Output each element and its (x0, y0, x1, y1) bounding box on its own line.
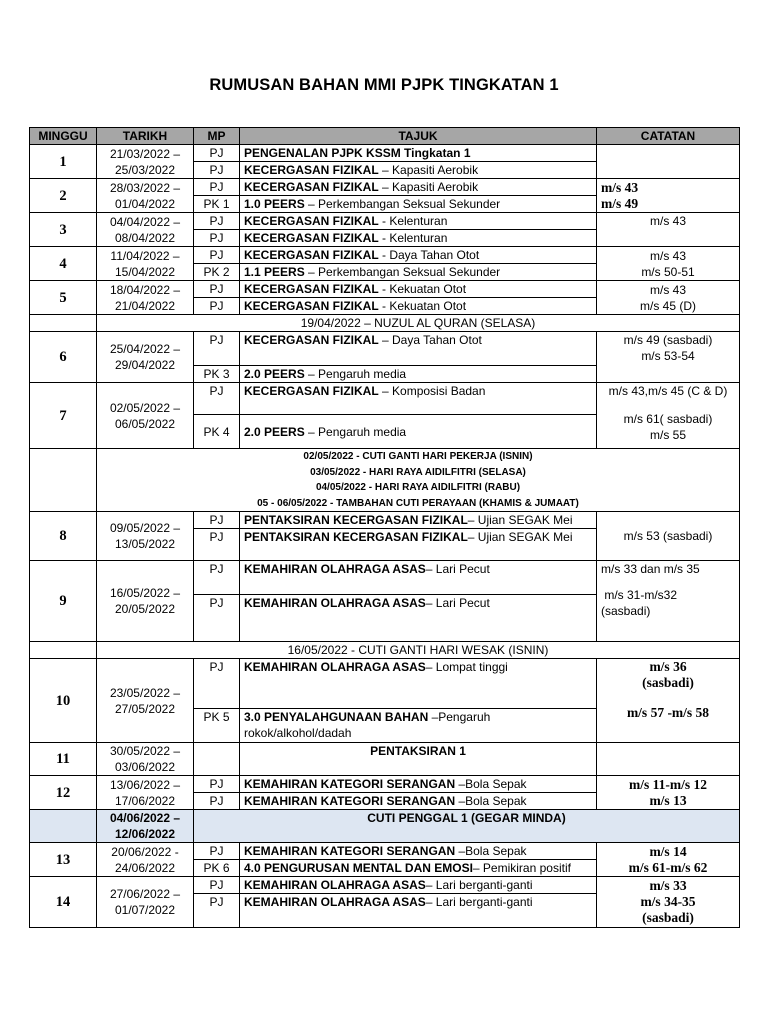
week-date: 16/05/2022 – 20/05/2022 (97, 561, 194, 642)
catatan-cell (597, 659, 740, 743)
tajuk-bold: KEMAHIRAN OLAHRAGA ASAS (244, 562, 426, 576)
week-number: 5 (30, 281, 97, 315)
table-row (30, 843, 740, 860)
week-number: 7 (30, 383, 97, 449)
holiday-line: 04/05/2022 - HARI RAYA AIDILFITRI (RABU) (315, 482, 521, 493)
tajuk-cell (240, 415, 597, 449)
mp-cell: PK 4 (194, 415, 240, 449)
tajuk-rest: - Kekuatan Otot (378, 282, 467, 296)
holiday-line: 03/05/2022 - HARI RAYA AIDILFITRI (SELASA) (310, 466, 526, 478)
mp-cell: PJ (194, 213, 240, 230)
week-number: 2 (30, 179, 97, 213)
catatan-line: m/s 11-m/s 12 (628, 776, 707, 792)
holiday-note: 16/05/2022 - CUTI GANTI HARI WESAK (ISNIN) (97, 642, 740, 659)
header-tarikh: TARIKH (97, 128, 194, 145)
tajuk-rest: – Lari berganti-ganti (425, 895, 533, 909)
week-date: 13/06/2022 – 17/06/2022 (97, 776, 194, 810)
catatan-cell (597, 743, 740, 776)
catatan-line: m/s 31-m/s32 (601, 588, 678, 602)
tajuk-cell (240, 860, 597, 877)
catatan-cell (597, 843, 740, 877)
mp-cell: PJ (194, 247, 240, 264)
tajuk-cell (240, 529, 597, 561)
tajuk-rest: –Bola Sepak (455, 794, 527, 808)
catatan-line: (sasbadi) (642, 910, 694, 925)
tajuk-bold: 1.1 PEERS (244, 265, 305, 279)
mp-cell: PJ (194, 230, 240, 247)
tajuk-bold: KECERGASAN FIZIKAL (244, 282, 379, 296)
tajuk-cell (240, 793, 597, 810)
tajuk-bold: KECERGASAN FIZIKAL (244, 248, 379, 262)
tajuk-bold: KECERGASAN FIZIKAL (244, 180, 379, 194)
tajuk-rest: – Daya Tahan Otot (378, 333, 482, 347)
tajuk-bold: PENTAKSIRAN KECERGASAN FIZIKAL (244, 530, 468, 544)
tajuk-cell (240, 659, 597, 709)
week-number: 14 (30, 877, 97, 928)
tajuk-rest: – Kapasiti Aerobik (378, 180, 479, 194)
table-row (30, 512, 740, 529)
tajuk-bold: KECERGASAN FIZIKAL (244, 214, 379, 228)
week-number: 4 (30, 247, 97, 281)
catatan-line: m/s 50-51 (641, 264, 695, 279)
mp-cell: PJ (194, 595, 240, 642)
table-row (30, 332, 740, 366)
week-number: 9 (30, 561, 97, 642)
tajuk-bold: 1.0 PEERS (244, 197, 305, 211)
week-date: 21/03/2022 – 25/03/2022 (97, 145, 194, 179)
mp-cell: PK 1 (194, 196, 240, 213)
catatan-cell (597, 281, 740, 315)
tajuk-cell (240, 843, 597, 860)
mp-cell (194, 743, 240, 776)
catatan-line: m/s 43 (601, 179, 639, 195)
catatan-cell (597, 561, 740, 642)
tajuk-rest: – Perkembangan Seksual Sekunder (304, 265, 501, 279)
tajuk-rest: - Daya Tahan Otot (378, 248, 480, 262)
header-catatan: CATATAN (597, 128, 740, 145)
week-number: 10 (30, 659, 97, 743)
catatan-line: (sasbadi) (642, 675, 694, 690)
table-row (30, 247, 740, 264)
catatan-cell: m/s 43 (597, 213, 740, 247)
table-row (30, 145, 740, 162)
tajuk-bold: KEMAHIRAN OLAHRAGA ASAS (244, 596, 426, 610)
tajuk-rest: –Pengaruh rokok/alkohol/dadah (244, 710, 491, 740)
tajuk-rest: – Lari Pecut (425, 596, 490, 610)
mp-cell: PJ (194, 561, 240, 595)
week-number: 3 (30, 213, 97, 247)
holiday-date: 04/06/2022 – 12/06/2022 (97, 810, 194, 843)
catatan-line: m/s 57 -m/s 58 (626, 705, 710, 720)
holiday-line: 05 - 06/05/2022 - TAMBAHAN CUTI PERAYAAN (KHAMIS & JUMAAT) (257, 497, 579, 509)
tajuk-rest: – Lari berganti-ganti (425, 878, 533, 892)
catatan-line: m/s 13 (649, 792, 687, 808)
catatan-line: m/s 43 (649, 282, 686, 297)
catatan-line: m/s 55 (649, 428, 686, 442)
week-date: 25/04/2022 – 29/04/2022 (97, 332, 194, 383)
table-row (30, 743, 740, 776)
table-row (30, 213, 740, 230)
mp-cell: PJ (194, 776, 240, 793)
mp-cell: PK 2 (194, 264, 240, 281)
tajuk-cell (240, 213, 597, 230)
tajuk-cell: PENTAKSIRAN 1 (240, 743, 597, 776)
mp-cell: PJ (194, 843, 240, 860)
tajuk-cell (240, 332, 597, 366)
schedule-table (29, 127, 740, 928)
tajuk-bold: KEMAHIRAN OLAHRAGA ASAS (244, 878, 426, 892)
header-row (30, 128, 740, 145)
week-date: 18/04/2022 – 21/04/2022 (97, 281, 194, 315)
tajuk-bold: 4.0 PENGURUSAN MENTAL DAN EMOSI (244, 861, 473, 875)
tajuk-bold: KEMAHIRAN OLAHRAGA ASAS (244, 895, 426, 909)
week-date: 11/04/2022 – 15/04/2022 (97, 247, 194, 281)
tajuk-cell (240, 512, 597, 529)
tajuk-bold: KEMAHIRAN OLAHRAGA ASAS (244, 660, 426, 674)
tajuk-bold: 2.0 PEERS (244, 424, 305, 439)
tajuk-bold: PENTAKSIRAN KECERGASAN FIZIKAL (244, 513, 468, 527)
tajuk-bold: 3.0 PENYALAHGUNAAN BAHAN (244, 710, 429, 724)
catatan-line: m/s 33 dan m/s 35 (601, 562, 700, 576)
catatan-line: m/s 36 (649, 659, 687, 674)
mp-cell: PK 5 (194, 709, 240, 743)
mp-cell: PJ (194, 179, 240, 196)
holiday-note: CUTI PENGGAL 1 (GEGAR MINDA) (194, 810, 740, 843)
mp-cell: PJ (194, 512, 240, 529)
week-date: 04/04/2022 – 08/04/2022 (97, 213, 194, 247)
week-date: 09/05/2022 – 13/05/2022 (97, 512, 194, 561)
tajuk-rest: – Komposisi Badan (378, 384, 486, 398)
catatan-cell (597, 383, 740, 449)
week-number: 1 (30, 145, 97, 179)
mp-cell: PJ (194, 298, 240, 315)
tajuk-rest: - Kekuatan Otot (378, 299, 467, 313)
tajuk-rest: –Bola Sepak (455, 844, 527, 858)
tajuk-cell (240, 298, 597, 315)
header-mp: MP (194, 128, 240, 145)
table-row (30, 179, 740, 196)
catatan-line: m/s 61-m/s 62 (628, 859, 708, 875)
tajuk-rest: – Perkembangan Seksual Sekunder (304, 197, 501, 211)
table-row (30, 383, 740, 415)
mp-cell: PK 6 (194, 860, 240, 877)
tajuk-cell (240, 196, 597, 213)
mp-cell: PJ (194, 332, 240, 366)
catatan-cell (597, 179, 740, 213)
tajuk-rest: – Pengaruh media (304, 424, 407, 439)
tajuk-bold: 2.0 PEERS (244, 367, 305, 381)
catatan-line: m/s 45 (D) (639, 298, 696, 313)
catatan-cell (597, 247, 740, 281)
catatan-line: m/s 14 (649, 843, 687, 859)
tajuk-bold: KECERGASAN FIZIKAL (244, 163, 379, 177)
catatan-line: m/s 34-35 (640, 894, 696, 909)
mp-cell: PJ (194, 281, 240, 298)
table-row (30, 776, 740, 793)
tajuk-cell (240, 230, 597, 247)
catatan-line: m/s 43 (649, 248, 686, 263)
catatan-line: m/s 43,m/s 45 (C & D) (608, 384, 728, 398)
document-title: RUMUSAN BAHAN MMI PJPK TINGKATAN 1 (209, 76, 559, 94)
catatan-line: m/s 33 (649, 878, 687, 893)
tajuk-bold: KECERGASAN FIZIKAL (244, 231, 379, 245)
tajuk-rest: – Lompat tinggi (425, 660, 508, 674)
catatan-line: m/s 49 (sasbadi) (623, 333, 713, 347)
mp-cell: PJ (194, 162, 240, 179)
tajuk-cell (240, 595, 597, 642)
tajuk-bold: KECERGASAN FIZIKAL (244, 384, 379, 398)
mp-cell: PJ (194, 877, 240, 894)
table-row (30, 561, 740, 595)
tajuk-rest: – Lari Pecut (425, 562, 490, 576)
tajuk-rest: – Ujian SEGAK Mei (467, 513, 573, 527)
catatan-cell (597, 332, 740, 383)
tajuk-bold: KECERGASAN FIZIKAL (244, 333, 379, 347)
holiday-row (30, 642, 740, 659)
mp-cell: PJ (194, 659, 240, 709)
header-minggu: MINGGU (30, 128, 97, 145)
tajuk-cell (240, 776, 597, 793)
week-date: 30/05/2022 – 03/06/2022 (97, 743, 194, 776)
tajuk-cell (240, 281, 597, 298)
tajuk-rest: – Kapasiti Aerobik (378, 163, 479, 177)
tajuk-rest: –Bola Sepak (455, 777, 527, 791)
week-date: 23/05/2022 – 27/05/2022 (97, 659, 194, 743)
empty-cell (30, 449, 97, 512)
week-date: 28/03/2022 – 01/04/2022 (97, 179, 194, 213)
week-number: 12 (30, 776, 97, 810)
mp-cell: PJ (194, 383, 240, 415)
header-tajuk: TAJUK (240, 128, 597, 145)
holiday-row (30, 449, 740, 512)
empty-cell (30, 315, 97, 332)
tajuk-bold: KECERGASAN FIZIKAL (244, 299, 379, 313)
catatan-line: (sasbadi) (601, 604, 651, 618)
table-row (30, 659, 740, 709)
week-number: 13 (30, 843, 97, 877)
holiday-note (97, 449, 740, 512)
empty-cell (30, 642, 97, 659)
catatan-cell: m/s 53 (sasbadi) (597, 512, 740, 561)
tajuk-rest: – Ujian SEGAK Mei (467, 530, 573, 544)
week-number: 6 (30, 332, 97, 383)
holiday-row (30, 810, 740, 843)
mp-cell: PJ (194, 894, 240, 928)
week-number: 8 (30, 512, 97, 561)
tajuk-cell (240, 709, 597, 743)
mp-cell: PJ (194, 529, 240, 561)
week-number: 11 (30, 743, 97, 776)
tajuk-cell (240, 247, 597, 264)
mp-cell: PJ (194, 793, 240, 810)
tajuk-rest: – Pengaruh media (304, 367, 407, 381)
holiday-row (30, 315, 740, 332)
table-row (30, 877, 740, 894)
tajuk-bold: KEMAHIRAN KATEGORI SERANGAN (244, 844, 456, 858)
holiday-line: 02/05/2022 - CUTI GANTI HARI PEKERJA (ISNIN) (303, 451, 533, 462)
tajuk-rest: - Kelenturan (378, 214, 448, 228)
week-date: 27/06/2022 – 01/07/2022 (97, 877, 194, 928)
tajuk-rest: – Pemikiran positif (472, 861, 571, 875)
catatan-cell (597, 877, 740, 928)
empty-cell (30, 810, 97, 843)
tajuk-cell (240, 561, 597, 595)
tajuk-bold: PENGENALAN PJPK KSSM Tingkatan 1 (244, 146, 471, 160)
mp-cell: PK 3 (194, 366, 240, 383)
tajuk-bold: KEMAHIRAN KATEGORI SERANGAN (244, 777, 456, 791)
tajuk-cell (240, 145, 597, 162)
table-row (30, 281, 740, 298)
tajuk-cell (240, 264, 597, 281)
tajuk-cell (240, 366, 597, 383)
tajuk-rest: - Kelenturan (378, 231, 448, 245)
catatan-line: m/s 61( sasbadi) (623, 412, 713, 426)
tajuk-bold: KEMAHIRAN KATEGORI SERANGAN (244, 794, 456, 808)
tajuk-cell (240, 877, 597, 894)
tajuk-cell (240, 162, 597, 179)
week-date: 02/05/2022 – 06/05/2022 (97, 383, 194, 449)
week-date: 20/06/2022 - 24/06/2022 (97, 843, 194, 877)
tajuk-cell (240, 894, 597, 928)
catatan-cell (597, 145, 740, 179)
catatan-line: m/s 53-54 (641, 349, 695, 363)
catatan-cell (597, 776, 740, 810)
tajuk-cell (240, 179, 597, 196)
holiday-note: 19/04/2022 – NUZUL AL QURAN (SELASA) (97, 315, 740, 332)
tajuk-cell (240, 383, 597, 415)
mp-cell: PJ (194, 145, 240, 162)
catatan-line: m/s 49 (601, 195, 639, 211)
